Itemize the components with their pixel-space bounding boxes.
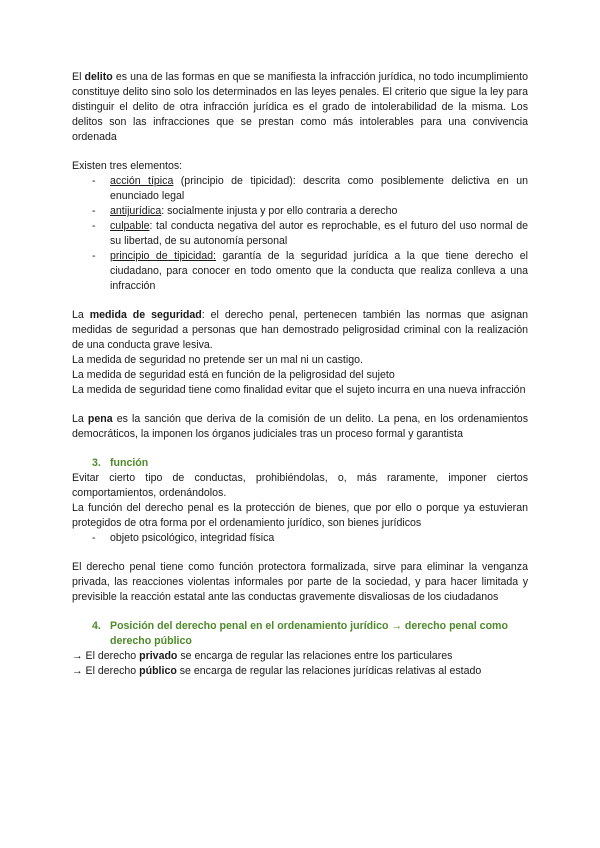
pena-paragraph: La pena es la sanción que deriva de la comisión de un delito. La pena, en los ordenamientos democráticos, la imponen los órganos judiciales tras un proceso formal y garantista	[72, 413, 529, 440]
list-item: - principio de tipicidad: garantía de la seguridad jurídica a la que tiene derecho el ciudadano, para conocer en todo omento que la conducta que realiza conlleva a una infracción	[72, 249, 528, 294]
funcion-paragraph: El derecho penal tiene como función protectora formalizada, sirve para eliminar la venganza privada, las reacciones violentas informales por parte de la sociedad, y para hacer limitada y previsible la reacción estatal ante las conductas gravemente disvaliosas de los ciudadanos	[72, 561, 528, 603]
delito-paragraph: El delito es una de las formas en que se manifiesta la infracción jurídica, no todo incumplimiento constituye delito sino solo los determinados en las leyes penales. El criterio que sigue la ley para distinguir el delito de otra infracción jurídica es el grado de intolerabilidad de la misma. Los delitos son las infracciones que se prestan como más intolerables para una convivencia ordenada	[72, 71, 528, 143]
medida-paragraph: La medida de seguridad: el derecho penal, pertenecen también las normas que asignan medidas de seguridad a personas que han demostrado peligrosidad criminal con la realización de una conducta grave lesiva.	[72, 309, 528, 351]
elements-list	[72, 174, 528, 294]
pena-term: pena	[87, 413, 113, 425]
section-4-heading: 4. Posición del derecho penal en el ordenamiento jurídico → derecho penal como derecho público	[92, 620, 508, 647]
list-item: - culpable: tal conducta negativa del autor es reprochable, es el futuro del uso normal de su libertad, de su autonomía personal	[72, 219, 528, 249]
derecho-publico-line: → El derecho público se encarga de regular las relaciones jurídicas relativas al estado	[72, 665, 482, 677]
elements-intro: Existen tres elementos:	[72, 160, 183, 172]
medida-line: La medida de seguridad no pretende ser un mal ni un castigo.	[72, 354, 363, 366]
derecho-privado-line: → El derecho privado se encarga de regular las relaciones entre los particulares	[72, 650, 453, 662]
delito-term: delito	[84, 71, 113, 83]
list-item: - antijurídica: socialmente injusta y por ello contraria a derecho	[72, 204, 528, 219]
medida-term: medida de seguridad	[89, 309, 202, 321]
funcion-list	[72, 531, 528, 546]
list-item: - acción típica (principio de tipicidad): descrita como posiblemente delictiva en un enunciado legal	[72, 174, 528, 204]
document-page	[72, 70, 528, 679]
medida-line: La medida de seguridad está en función de la peligrosidad del sujeto	[72, 369, 395, 381]
list-item: - objeto psicológico, integridad física	[72, 531, 528, 546]
medida-line: La medida de seguridad tiene como finalidad evitar que el sujeto incurra en una nueva infracción	[72, 384, 526, 396]
funcion-paragraph: Evitar cierto tipo de conductas, prohibiéndolas, o, más raramente, imponer ciertos comportamientos, ordenándolos.	[72, 472, 528, 499]
section-3-heading: 3. función	[92, 457, 149, 469]
funcion-paragraph: La función del derecho penal es la protección de bienes, que por ello o porque ya estuvieran protegidos de otra forma por el ordenamiento jurídico, son bienes jurídicos	[72, 502, 528, 529]
